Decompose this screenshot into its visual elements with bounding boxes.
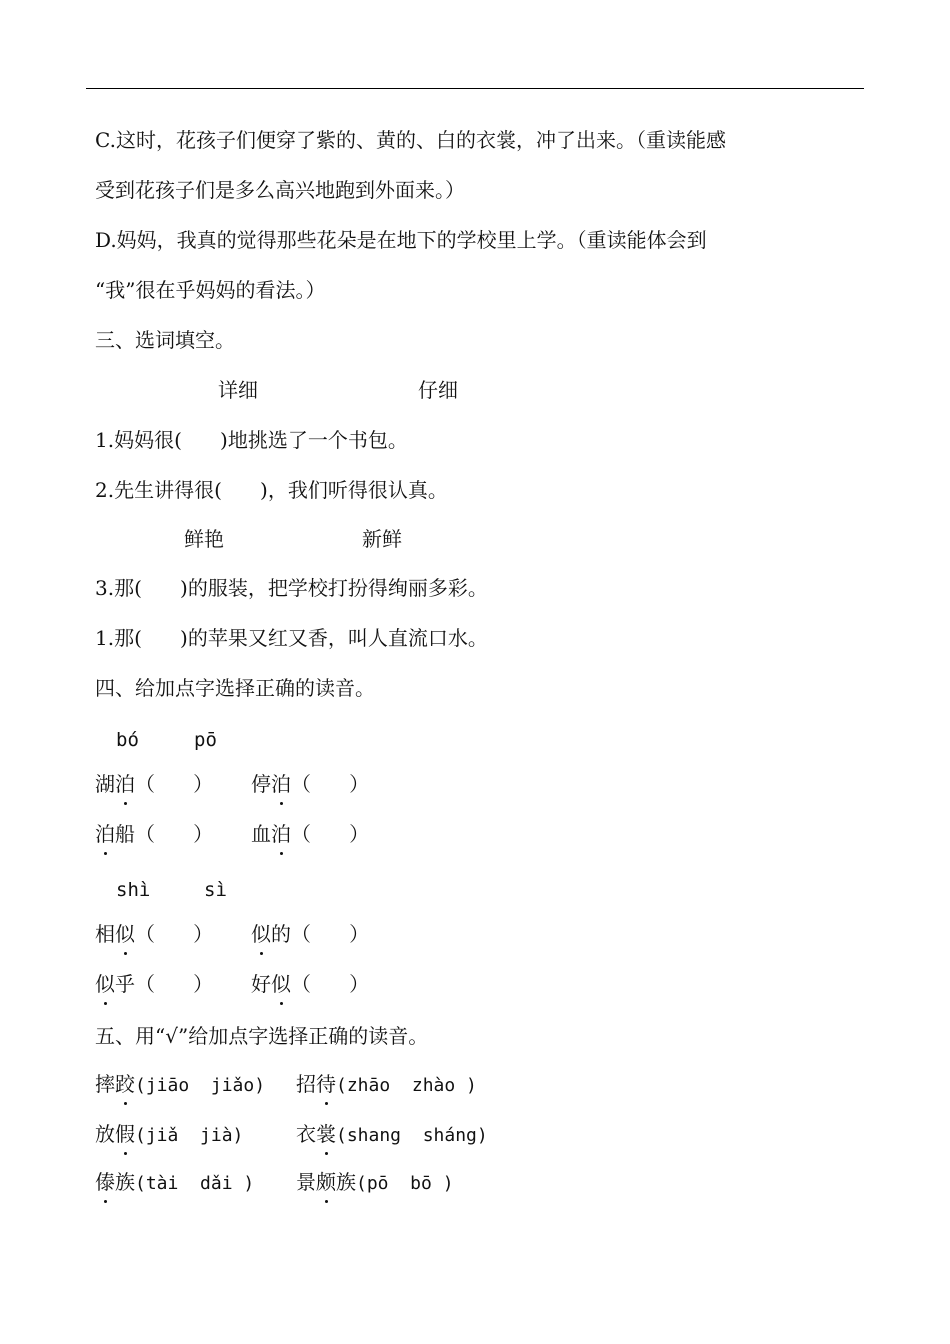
word-option: 仔细 (418, 378, 458, 402)
word-option: 新鲜 (362, 527, 402, 551)
word-item: 招待(zhāo zhào ) (296, 1072, 477, 1096)
word-item: 泊船（ ） (95, 822, 214, 846)
dotted-char: 待 (316, 1072, 336, 1096)
word-item: 停泊（ ） (251, 772, 370, 796)
dotted-char: 似 (95, 972, 115, 996)
word-item: 傣族(tài dǎi ) (95, 1170, 255, 1194)
question-3: 3.那( )的服装，把学校打扮得绚丽多彩。 (95, 576, 488, 600)
pinyin-option: shì (116, 879, 151, 901)
word-item: 放假(jiǎ jià) (95, 1122, 244, 1146)
pinyin-option: bó (116, 729, 139, 751)
dotted-char: 傣 (95, 1170, 115, 1194)
answer-blank: （ ） (291, 822, 370, 846)
option-d-line-1: D.妈妈，我真的觉得那些花朵是在地下的学校里上学。（重读能体会到 (95, 228, 707, 252)
word-item: 景颇族(pō bō ) (296, 1170, 454, 1194)
answer-blank: （ ） (135, 772, 214, 796)
dotted-char: 颇 (316, 1170, 336, 1194)
dotted-char: 泊 (115, 772, 135, 796)
dotted-char: 似 (251, 922, 271, 946)
pinyin-choices: (shang sháng) (336, 1125, 488, 1146)
question-2: 2.先生讲得很( )，我们听得很认真。 (95, 478, 448, 502)
header-rule (86, 88, 864, 89)
word-option: 详细 (218, 378, 258, 402)
section-5-title: 五、用“√”给加点字选择正确的读音。 (95, 1024, 429, 1048)
dotted-char: 似 (271, 972, 291, 996)
word-item: 似乎（ ） (95, 972, 214, 996)
pinyin-choices: (pō bō ) (356, 1173, 454, 1194)
section-4-title: 四、给加点字选择正确的读音。 (95, 676, 375, 700)
answer-blank: （ ） (291, 972, 370, 996)
word-item: 血泊（ ） (251, 822, 370, 846)
question-4: 1.那( )的苹果又红又香，叫人直流口水。 (95, 626, 488, 650)
dotted-char: 裳 (316, 1122, 336, 1146)
option-d-line-2: “我”很在乎妈妈的看法。） (95, 278, 326, 302)
question-1: 1.妈妈很( )地挑选了一个书包。 (95, 428, 408, 452)
word-item: 好似（ ） (251, 972, 370, 996)
word-item: 衣裳(shang sháng) (296, 1122, 488, 1146)
word-item: 湖泊（ ） (95, 772, 214, 796)
answer-blank: （ ） (135, 922, 214, 946)
dotted-char: 似 (115, 922, 135, 946)
pinyin-choices: (zhāo zhào ) (336, 1075, 477, 1096)
pinyin-choices: (tài dǎi ) (135, 1173, 255, 1194)
answer-blank: （ ） (135, 972, 214, 996)
option-c-line-2: 受到花孩子们是多么高兴地跑到外面来。） (95, 178, 465, 202)
pinyin-choices: (jiǎ jià) (135, 1125, 244, 1146)
option-c-line-1: C.这时，花孩子们便穿了紫的、黄的、白的衣裳，冲了出来。（重读能感 (95, 128, 726, 152)
word-option: 鲜艳 (184, 527, 224, 551)
dotted-char: 假 (115, 1122, 135, 1146)
word-item: 摔跤(jiāo jiǎo) (95, 1072, 266, 1096)
answer-blank: （ ） (291, 922, 370, 946)
word-item: 相似（ ） (95, 922, 214, 946)
dotted-char: 跤 (115, 1072, 135, 1096)
word-item: 似的（ ） (251, 922, 370, 946)
answer-blank: （ ） (135, 822, 214, 846)
dotted-char: 泊 (271, 772, 291, 796)
dotted-char: 泊 (271, 822, 291, 846)
dotted-char: 泊 (95, 822, 115, 846)
pinyin-option: pō (194, 729, 217, 751)
section-3-title: 三、选词填空。 (95, 328, 235, 352)
answer-blank: （ ） (291, 772, 370, 796)
pinyin-option: sì (204, 879, 227, 901)
pinyin-choices: (jiāo jiǎo) (135, 1075, 266, 1096)
